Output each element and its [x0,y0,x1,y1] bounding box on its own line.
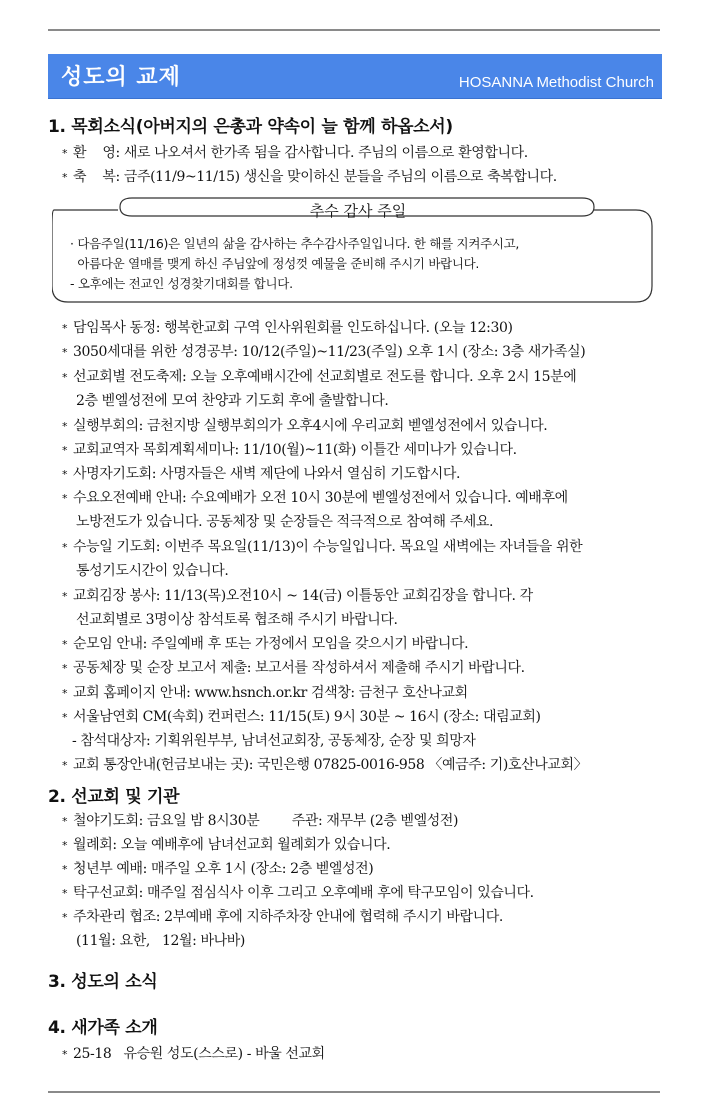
asterisk-bullet-icon: * [62,371,68,384]
list-item: * 서울남연회 CM(속회) 컨퍼런스: 11/15(토) 9시 30분 ~ 16시 (장소: 대림교회) [62,709,541,725]
list-item-continuation: 2층 벧엘성전에 모여 찬양과 기도회 후에 출발합니다. [76,393,389,409]
box-line: · 다음주일(11/16)은 일년의 삶을 감사하는 추수감사주일입니다. 한 해를 지켜주시고, [70,236,520,251]
box-line: - 오후에는 전교인 성경찾기대회를 합니다. [70,276,293,291]
list-item: * 교회 홈페이지 안내: www.hsnch.or.kr 검색창: 금천구 호산나교회 [62,685,468,701]
list-item: * 주차관리 협조: 2부예배 후에 지하주차장 안내에 협력해 주시기 바랍니다. [62,909,503,925]
list-item-continuation: (11월: 요한, 12월: 바나바) [76,933,245,949]
list-item: * 실행부회의: 금천지방 실행부회의가 오후4시에 우리교회 벧엘성전에서 있습니다. [62,418,548,434]
box-line: 아름다운 열매를 맺게 하신 주님앞에 정성껏 예물을 준비해 주시기 바랍니다. [70,256,480,271]
section-heading-new-family: 4. 새가족 소개 [48,1018,158,1038]
list-item: * 사명자기도회: 사명자들은 새벽 제단에 나와서 열심히 기도합시다. [62,466,461,482]
asterisk-bullet-icon: * [62,492,68,505]
list-item: * 교회김장 봉사: 11/13(목)오전10시 ~ 14(금) 이틀동안 교회김장을 합니다. 각 [62,588,533,604]
list-item: * 교회 통장안내(헌금보내는 곳): 국민은행 07825-0016-958 〈예금주: 기)호산나교회〉 [62,757,588,773]
asterisk-bullet-icon: * [62,815,68,828]
asterisk-bullet-icon: * [62,887,68,900]
list-item-continuation: 통성기도시간이 있습니다. [76,563,229,579]
asterisk-bullet-icon: * [62,1048,68,1061]
list-item: * 축 복: 금주(11/9~11/15) 생신을 맞이하신 분들을 주님의 이름으로 축복합니다. [62,169,557,185]
asterisk-bullet-icon: * [62,444,68,457]
list-item-continuation: - 참석대상자: 기획위원부부, 남녀선교회장, 공동체장, 순장 및 희망자 [72,733,476,749]
asterisk-bullet-icon: * [62,541,68,554]
page-banner [48,54,662,99]
list-item-continuation: 선교회별로 3명이상 참석토록 협조해 주시기 바랍니다. [76,612,398,628]
asterisk-bullet-icon: * [62,759,68,772]
list-item: * 철야기도회: 금요일 밤 8시30분 주관: 재무부 (2층 벧엘성전) [62,813,459,829]
list-item: * 선교회별 전도축제: 오늘 오후예배시간에 선교회별로 전도를 합니다. 오후 2시 15분에 [62,369,577,385]
asterisk-bullet-icon: * [62,468,68,481]
list-item: * 탁구선교회: 매주일 점심식사 이후 그리고 오후예배 후에 탁구모임이 있습니다. [62,885,534,901]
list-item: * 공동체장 및 순장 보고서 제출: 보고서를 작성하셔서 제출해 주시기 바랍니다. [62,660,525,676]
asterisk-bullet-icon: * [62,346,68,359]
asterisk-bullet-icon: * [62,420,68,433]
asterisk-bullet-icon: * [62,662,68,675]
asterisk-bullet-icon: * [62,839,68,852]
list-item: * 청년부 예배: 매주일 오후 1시 (장소: 2층 벧엘성전) [62,861,374,877]
list-item: * 담임목사 동정: 행복한교회 구역 인사위원회를 인도하십니다. (오늘 12:30) [62,320,513,336]
section-heading-pastoral-news: 1. 목회소식(아버지의 은총과 약속이 늘 함께 하옵소서) [48,117,453,137]
thanksgiving-box-title: 추수 감사 주일 [309,202,407,220]
list-item-continuation: 노방전도가 있습니다. 공동체장 및 순장들은 적극적으로 참여해 주세요. [76,514,494,530]
list-item: * 순모임 안내: 주일예배 후 또는 가정에서 모임을 갖으시기 바랍니다. [62,636,469,652]
list-item: * 25-18 유승원 성도(스스로) - 바울 선교회 [62,1046,325,1062]
asterisk-bullet-icon: * [62,863,68,876]
asterisk-bullet-icon: * [62,322,68,335]
list-item: * 월례회: 오늘 예배후에 남녀선교회 월례회가 있습니다. [62,837,391,853]
asterisk-bullet-icon: * [62,171,68,184]
list-item: * 수능일 기도회: 이번주 목요일(11/13)이 수능일입니다. 목요일 새벽에는 자녀들을 위한 [62,539,583,555]
asterisk-bullet-icon: * [62,147,68,160]
section-heading-member-news: 3. 성도의 소식 [48,972,158,992]
asterisk-bullet-icon: * [62,638,68,651]
list-item: * 환 영: 새로 나오셔서 한가족 됨을 감사합니다. 주님의 이름으로 환영합니다. [62,145,528,161]
section-heading-missions: 2. 선교회 및 기관 [48,787,180,807]
banner-subtitle: HOSANNA Methodist Church [458,74,654,91]
asterisk-bullet-icon: * [62,687,68,700]
banner-title: 성도의 교제 [61,65,181,90]
list-item: * 교회교역자 목회계획세미나: 11/10(월)~11(화) 이틀간 세미나가 있습니다. [62,442,517,458]
asterisk-bullet-icon: * [62,590,68,603]
asterisk-bullet-icon: * [62,911,68,924]
bottom-divider [48,1091,660,1093]
list-item: * 3050세대를 위한 성경공부: 10/12(주일)~11/23(주일) 오후 1시 (장소: 3층 새가족실) [62,344,586,360]
asterisk-bullet-icon: * [62,711,68,724]
top-divider [48,29,660,31]
list-item: * 수요오전예배 안내: 수요예배가 오전 10시 30분에 벧엘성전에서 있습니다. 예배후에 [62,490,568,506]
